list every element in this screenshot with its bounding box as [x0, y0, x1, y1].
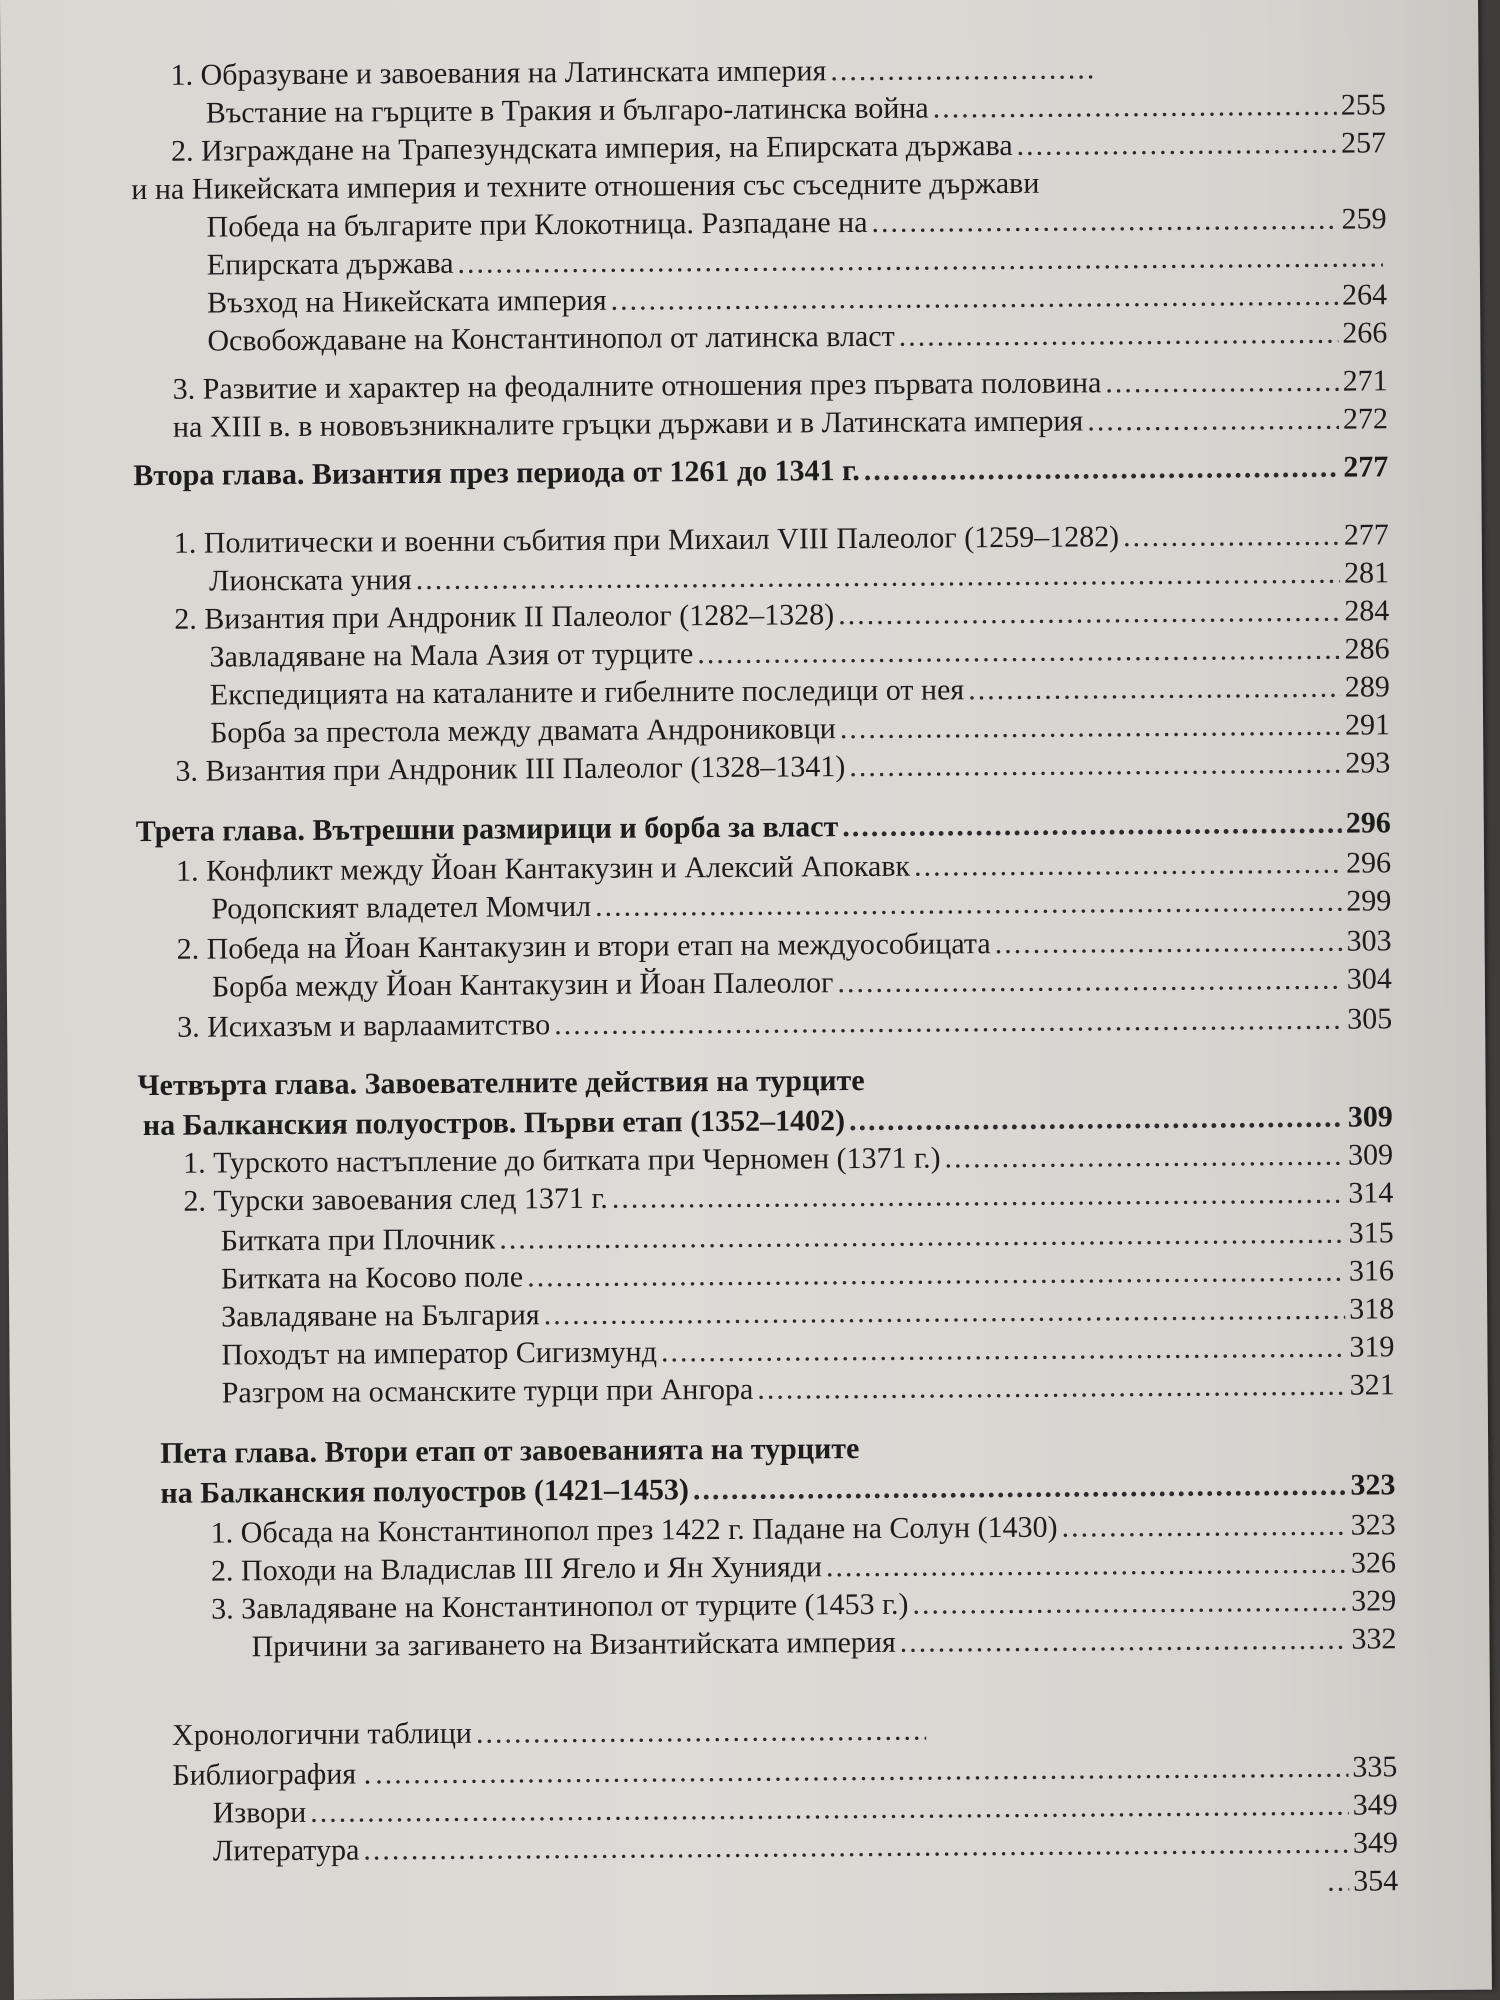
chapter-title: на Балканския полуостров (1421–1453) — [160, 1473, 690, 1510]
toc-entry-title: Битката на Косово поле — [220, 1260, 524, 1296]
toc-entry — [211, 886, 1391, 932]
toc-page-number: 349 — [1352, 1788, 1398, 1822]
toc-page-number: 293 — [1345, 746, 1391, 780]
toc-page-number: 259 — [1341, 202, 1387, 236]
toc-entry-title: Библиография . — [172, 1757, 372, 1792]
chapter-title: Пета глава. Втори етап от завоеванията на турците — [160, 1432, 860, 1470]
toc-entry-title: Борба между Йоан Кантакузин и Йоан Палеолог — [211, 966, 834, 1004]
toc-entry — [172, 1716, 930, 1759]
toc-entry — [213, 1828, 1398, 1874]
toc-page-number: 316 — [1348, 1254, 1395, 1288]
toc-page-number: 272 — [1342, 402, 1389, 436]
chapter-heading — [137, 1063, 865, 1109]
toc-entry-title: Литература — [212, 1833, 360, 1868]
chapter-title: Втора глава. Византия през периода от 1261 до 1341 г. — [133, 454, 860, 493]
toc-page-number: 255 — [1340, 88, 1386, 122]
chapter-heading — [133, 452, 1388, 499]
toc-page-number: 257 — [1340, 126, 1387, 160]
toc-entry-title: 3. Завладяване на Константинопол от турците (1453 г.) — [211, 1587, 909, 1626]
toc-page-number: 354 — [1353, 1864, 1399, 1898]
toc-page-number: 304 — [1346, 962, 1392, 996]
toc-entry — [131, 166, 1040, 213]
toc-entry-title: 2. Турски завоевания след 1371 г. — [183, 1181, 608, 1218]
toc-page-number: 271 — [1342, 364, 1388, 398]
toc-entry — [222, 1370, 1395, 1416]
toc-page-number: 277 — [1343, 450, 1389, 484]
toc-entry-title: Победа на българите при Клокотница. Разпадане на — [206, 205, 868, 244]
toc-entry-title: 3. Исихазъм и варлаамитство — [177, 1008, 551, 1044]
toc-page-number: 332 — [1351, 1622, 1397, 1656]
toc-entry-title: Хронологични таблици — [172, 1716, 473, 1752]
toc-page-number: 296 — [1345, 846, 1392, 880]
toc-entry-title: Завладяване на България — [221, 1298, 540, 1334]
toc-entry-title: 2. Походи на Владислав III Ягело и Ян Хунияди — [210, 1550, 823, 1588]
toc-entry-title: Причини за загиването на Византийската империя — [251, 1625, 896, 1664]
toc-entry-title: 2. Победа на Йоан Кантакузин и втори етап на междуособицата — [176, 927, 991, 966]
toc-entry-title: 1. Конфликт между Йоан Кантакузин и Алексий Апокавк — [175, 849, 911, 888]
toc-entry-title: 2. Византия при Андроник II Палеолог (1282–1328) — [174, 598, 835, 636]
toc-page-number: 349 — [1352, 1826, 1399, 1860]
toc-entry-title: Експедицията на каталаните и гибелните последици от нея — [209, 673, 965, 712]
toc-entry-title: 1. Политически и военни събития при Михаил VIII Палеолог (1259–1282) — [173, 520, 1120, 560]
toc-entry — [1323, 1866, 1398, 1905]
toc-page-number: 329 — [1351, 1584, 1397, 1618]
toc-entry-title: 2. Изграждане на Трапезундската империя, на Епирската държава — [170, 128, 1013, 168]
toc-entry-title: Борба за престола между двамата Андрониковци — [210, 712, 836, 750]
toc-entry-title: Родопският владетел Момчил — [211, 889, 592, 926]
toc-page-number: 323 — [1350, 1508, 1396, 1542]
toc-entry-title: Лионската уния — [208, 563, 412, 598]
chapter-heading — [160, 1470, 1395, 1517]
toc-page-number: 291 — [1344, 708, 1391, 742]
toc-entry — [170, 54, 1098, 98]
toc-page-number: 318 — [1349, 1292, 1395, 1326]
chapter-heading — [136, 808, 1391, 855]
toc-entry-title: Освобождаване на Константинопол от латинска власт — [207, 319, 895, 358]
toc-entry-title: Въстание на гърците в Тракия и българо-латинска война — [205, 91, 929, 130]
chapter-title: Четвърта глава. Завоевателните действия на турците — [137, 1063, 865, 1103]
toc-page-number: 319 — [1349, 1330, 1395, 1364]
toc-page-number: 303 — [1346, 924, 1392, 958]
toc-page-number: 309 — [1347, 1100, 1393, 1134]
toc-entry-title: на XIII в. в нововъзникналите гръцки държави и в Латинската империя — [172, 404, 1084, 444]
toc-entry-title: 1. Обсада на Константинопол през 1422 г. Падане на Солун (1430) — [210, 1510, 1058, 1550]
toc-entry-title: 1. Образуване и завоевания на Латинската империя — [170, 54, 827, 92]
toc-entry — [207, 318, 1387, 364]
toc-entry-title: Походът на император Сигизмунд — [221, 1335, 658, 1372]
toc-page-number: 299 — [1346, 884, 1392, 918]
toc-entry-title: Извори — [212, 1795, 307, 1830]
chapter-heading — [160, 1434, 860, 1477]
toc-entry — [175, 748, 1390, 794]
toc-page-number: 277 — [1343, 518, 1389, 552]
toc-page-number: 296 — [1345, 806, 1391, 840]
toc-entry-title: 1. Турското настъпление до битката при Черномен (1371 г.) — [183, 1141, 941, 1180]
chapter-title: Трета глава. Вътрешни размирици и борба за власт — [135, 810, 839, 849]
chapter-title: на Балканския полуостров. Първи етап (1352–1402) — [142, 1104, 846, 1143]
toc-entry — [177, 1004, 1392, 1050]
toc-page-number: 281 — [1343, 556, 1390, 590]
toc-page-number: 335 — [1352, 1750, 1398, 1784]
toc-entry — [212, 964, 1392, 1010]
toc-entry-title: Възход на Никейската империя — [207, 283, 607, 320]
toc-entry-title: Разгром на османските турци при Ангора — [221, 1372, 754, 1410]
toc-page-number: 266 — [1342, 316, 1388, 350]
toc-page-number: 309 — [1347, 1138, 1394, 1172]
toc-entry — [251, 1624, 1396, 1670]
toc-entry-title: и на Никейската империя и техните отношения със съседните държави — [131, 166, 1040, 207]
toc-entry-title: Епирската държава — [206, 246, 454, 282]
toc-page-number: 264 — [1341, 278, 1388, 312]
toc-page-number: 286 — [1344, 632, 1390, 666]
toc-page-number: 314 — [1348, 1176, 1394, 1210]
toc-entry-title: Битката при Плочник — [220, 1222, 496, 1258]
toc-page-number: 323 — [1350, 1468, 1396, 1502]
toc-page-number: 284 — [1344, 594, 1390, 628]
toc-page-number: 321 — [1349, 1368, 1395, 1402]
toc-page-number: 305 — [1347, 1002, 1393, 1036]
toc-page-number: 326 — [1350, 1546, 1397, 1580]
toc-page-number: 289 — [1344, 670, 1390, 704]
toc-entry — [183, 1178, 1393, 1224]
toc-page-number: 315 — [1348, 1216, 1394, 1250]
toc-entry-title: Завладяване на Мала Азия от турците — [209, 637, 694, 674]
toc-entry-title: 3. Византия при Андроник III Палеолог (1328–1341) — [175, 750, 846, 788]
toc-entry — [173, 404, 1388, 450]
toc-entry-title: 3. Развитие и характер на феодалните отношения през първата половина — [172, 366, 1102, 406]
